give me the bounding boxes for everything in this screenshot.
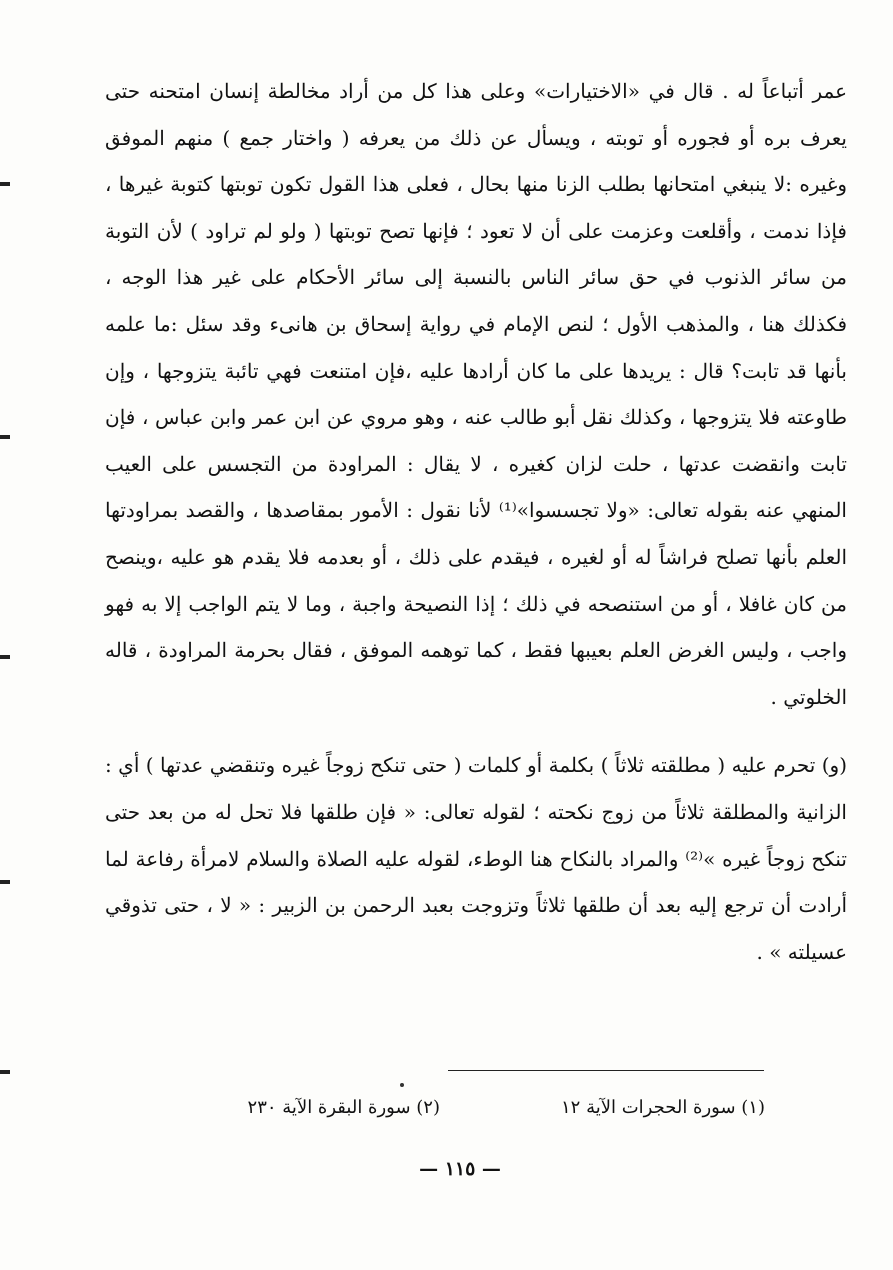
footnote-divider [448, 1070, 764, 1071]
binding-mark [0, 880, 10, 884]
footnote-2: (٢) سورة البقرة الآية ٢٣٠ [247, 1097, 440, 1118]
paragraph-2: (و) تحرم عليه ( مطلقته ثلاثاً ) بكلمة أو كلمات ( حتى تنكح زوجاً غيره وتنقضي عدتها ) أي : الزانية والمطلقة ثلاثاً من زوج نكحته ؛ لقوله تعالى: « فإن طلقها فلا تحل له من بعد حتى تنكح زوجاً غيره »⁽²⁾ والمراد بالنكاح هنا الوطء، لقوله عليه الصلاة والسلام لامرأة رفاعة لما أرادت أن ترجع إليه بعد أن طلقها ثلاثاً وتزوجت بعبد الرحمن بن الزبير : « لا ، حتى تذوقي عسيلته » . [105, 753, 847, 964]
paragraph-1: عمر أتباعاً له . قال في «الاختيارات» وعلى هذا كل من أراد مخالطة إنسان امتحنه حتى يعرف بره أو فجوره أو توبته ، ويسأل عن ذلك من يعرفه ( واختار جمع ) منهم الموفق وغيره :لا ينبغي امتحانها بطلب الزنا منها بحال ، فعلى هذا القول تكون توبتها كتوبة غيرها ، فإذا ندمت ، وأقلعت وعزمت على أن لا تعود ؛ فإنها تصح توبتها ( ولو لم تراود ) لأن التوبة من سائر الذنوب في حق سائر الناس بالنسبة إلى سائر الأحكام على غير هذا الوجه ، فكذلك هنا ، والمذهب الأول ؛ لنص الإمام في رواية إسحاق بن هانىء وقد سئل :ما علمه بأنها قد تابت؟ قال : يريدها على ما كان أرادها عليه ،فإن امتنعت فهي تائبة يتزوجها ، وإن طاوعته فلا يتزوجها ، وكذلك نقل أبو طالب عنه ، وهو مروي عن ابن عمر وابن عباس ، فإن تابت وانقضت عدتها ، حلت لزان كغيره ، لا يقال : المراودة من التجسس على العيب المنهي عنه بقوله تعالى: «ولا تجسسوا»⁽¹⁾ لأنا نقول : الأمور بمقاصدها ، والقصد بمراودتها العلم بأنها تصلح فراشاً له أو لغيره ، فيقدم على ذلك ، أو بعدمه فلا يقدم هو عليه ،وينصح من كان غافلا ، أو من استنصحه في ذلك ؛ إذا النصيحة واجبة ، وما لا يتم الواجب إلا به فهو واجب ، وليس الغرض العلم بعيبها فقط ، كما توهمه الموفق ، فقال بحرمة المراودة ، قاله الخلوتي . [105, 79, 847, 709]
footnote-1: (١) سورة الحجرات الآية ١٢ [561, 1097, 765, 1118]
ink-dot [400, 1083, 404, 1087]
binding-mark [0, 182, 10, 186]
page-number: — ١١٥ — [419, 1158, 501, 1180]
binding-mark [0, 655, 10, 659]
binding-mark [0, 1070, 10, 1074]
main-text [105, 68, 847, 975]
footnotes [225, 1097, 765, 1127]
binding-mark [0, 435, 10, 439]
